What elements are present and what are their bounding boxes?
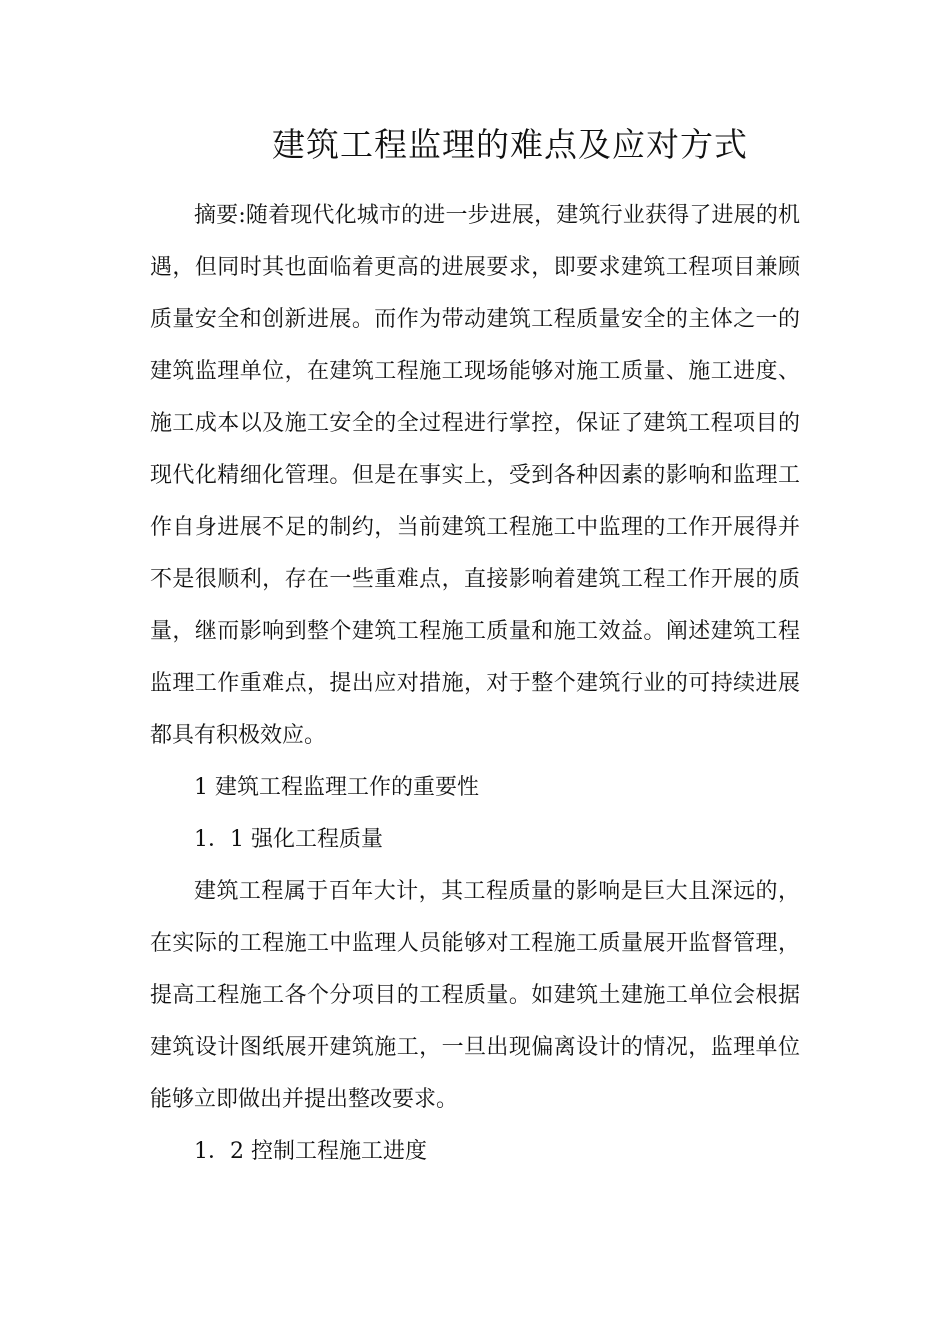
document-body xyxy=(150,190,800,1178)
body-paragraph-1-1: 建筑工程属于百年大计，其工程质量的影响是巨大且深远的，在实际的工程施工中监理人员能够对工程施工质量展开监督管理，提高工程施工各个分项目的工程质量。如建筑土建施工单位会根据建筑设计图纸展开建筑施工，一旦出现偏离设计的情况，监理单位能够立即做出并提出整改要求。 xyxy=(150,879,800,1112)
subsection-heading-1-2: 1．2 控制工程施工进度 xyxy=(194,1139,427,1164)
document-title: 建筑工程监理的难点及应对方式 xyxy=(272,125,748,164)
abstract-paragraph: 摘要:随着现代化城市的进一步进展，建筑行业获得了进展的机遇，但同时其也面临着更高的进展要求，即要求建筑工程项目兼顾质量安全和创新进展。而作为带动建筑工程质量安全的主体之一的建筑监理单位，在建筑工程施工现场能够对施工质量、施工进度、施工成本以及施工安全的全过程进行掌控，保证了建筑工程项目的现代化精细化管理。但是在事实上，受到各种因素的影响和监理工作自身进展不足的制约，当前建筑工程施工中监理的工作开展得并不是很顺利，存在一些重难点，直接影响着建筑工程工作开展的质量，继而影响到整个建筑工程施工质量和施工效益。阐述建筑工程监理工作重难点，提出应对措施，对于整个建筑行业的可持续进展都具有积极效应。 xyxy=(150,203,800,748)
section-heading-1: 1 建筑工程监理工作的重要性 xyxy=(194,775,479,800)
subsection-heading-1-1: 1．1 强化工程质量 xyxy=(194,827,383,852)
